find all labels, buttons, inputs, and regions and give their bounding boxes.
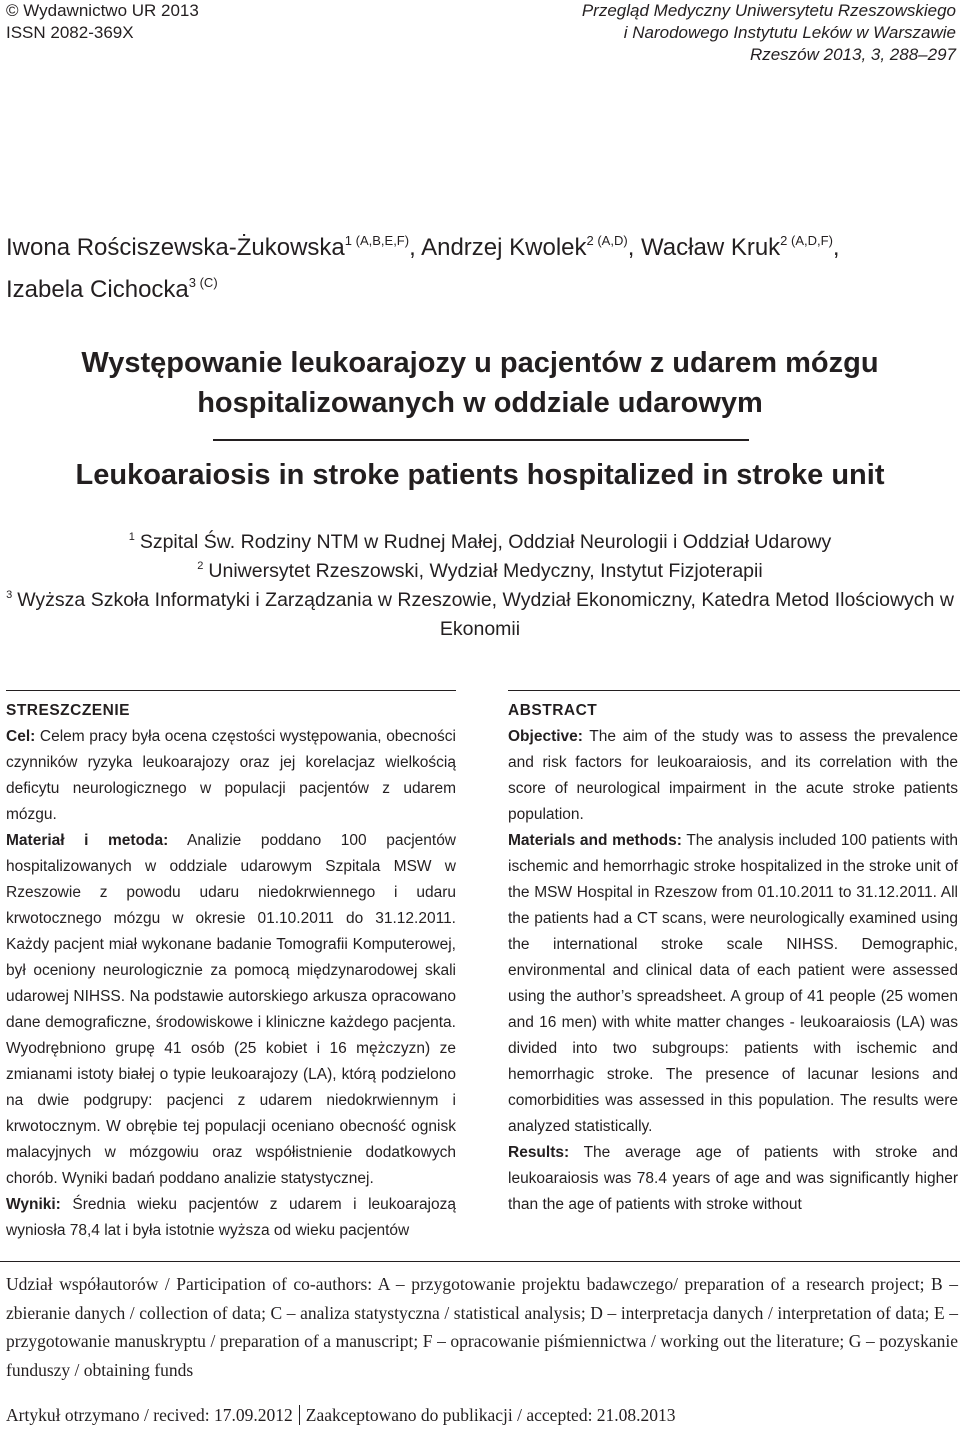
paragraph-label: Objective: bbox=[508, 728, 583, 745]
paragraph-text: The average age of patients with stroke and leukoaraiosis was 78.4 years of age and was significantly higher than the age of patients with stroke without bbox=[508, 1144, 958, 1213]
paragraph-text: The analysis included 100 patients with ischemic and hemorrhagic stroke hospitalized in the stroke unit of the MSW Hospital in Rzeszow from 01.10.2011 to 31.12.2011. All the patients had a CT scans, were neurologically examined using the international stroke scale NIHSS. Demographic, environmental and clinical data of each patient were assessed using the author’s spreadsheet. A group of 41 people (25 women and 16 men) with white matter changes - leukoaraiosis (LA) was divided into two subgroups: patients with ischemic and hemorrhagic stroke. The presence of lacunar lesions and comorbidities was assessed in this population. The results were analyzed statistically. bbox=[508, 832, 959, 1135]
paragraph-label: Materiał i metoda: bbox=[6, 832, 169, 849]
streszczenie-top-rule bbox=[6, 690, 456, 691]
affiliation-number: 3 bbox=[6, 589, 13, 601]
journal-name-line-2: i Narodowego Instytutu Leków w Warszawie bbox=[623, 23, 956, 42]
copyright-line: © Wydawnictwo UR 2013 bbox=[6, 1, 199, 20]
paragraph-text: The aim of the study was to assess the prevalence and risk factors for leukoaraiosis, and its correlation with the score of neurological impairment in the acute stroke patients population. bbox=[508, 728, 958, 823]
streszczenie-paragraph bbox=[6, 828, 456, 1192]
author-affiliation-marker: 2 (A,D,F) bbox=[780, 233, 833, 248]
abstract-column bbox=[508, 698, 958, 1218]
paragraph-text: Celem pracy była ocena częstości występowania, obecności czynników ryzyka leukoarajozy oraz jej korelacjaz wielkością deficytu neurologicznego w populacji pacjentów z udarem mózgu. bbox=[6, 728, 456, 823]
paragraph-text: Średnia wieku pacjentów z udarem i leukoarajozą wyniosła 78,4 lat i była istotnie wyższa od wieku pacjentów bbox=[6, 1196, 456, 1239]
abstract-paragraph bbox=[508, 724, 958, 828]
journal-name-line-1: Przegląd Medyczny Uniwersytetu Rzeszowskiego bbox=[581, 1, 956, 20]
abstract-heading: ABSTRACT bbox=[508, 702, 598, 719]
abstract-paragraph bbox=[508, 828, 958, 1140]
affiliation-text: Wyższa Szkoła Informatyki i Zarządzania w Rzeszowie, Wydział Ekonomiczny, Katedra Metod Ilościowych w Ekonomii bbox=[17, 589, 954, 640]
article-title-polish bbox=[0, 343, 960, 423]
author-affiliation-marker: 3 (C) bbox=[188, 275, 218, 290]
author-separator: , bbox=[409, 234, 422, 261]
submission-dates bbox=[6, 1403, 676, 1427]
affiliation-text: Uniwersytet Rzeszowski, Wydział Medyczny, Instytut Fizjoterapii bbox=[208, 560, 763, 582]
streszczenie-paragraph bbox=[6, 1192, 456, 1244]
abstract-paragraph bbox=[508, 1140, 958, 1218]
title-pl-line-1: Występowanie leukoarajozy u pacjentów z udarem mózgu bbox=[81, 347, 879, 379]
title-pl-line-2: hospitalizowanych w oddziale udarowym bbox=[197, 387, 763, 419]
author-name: Iwona Rościszewska-Żukowska bbox=[6, 234, 345, 261]
paragraph-text: Analizie poddano 100 pacjentów hospitalizowanych w oddziale udarowym Szpitala MSW w Rzeszowie z powodu udaru niedokrwiennego i udaru krwotocznego mózgu w okresie 01.10.2011 do 31.12.2011. Każdy pacjent miał wykonane badanie Tomografii Komputerowej, był oceniony neurologicznie za pomocą międzynarodowej skali udarowej NIHSS. Na podstawie autorskiego arkusza opracowano dane demograficzne, środowiskowe i kliniczne każdego pacjenta. Wyodrębniono grupę 41 osób (25 kobiet i 16 mężczyzn) ze zmianami istoty białej o typie leukoarajozy (LA), którą podzielono na dwie podgrupy: pacjenci z udarem niedokrwiennym i krwotocznym. W obrębie tej populacji oceniano obecność ognisk malacyjnych w mózgowiu oraz współistnienie dodatkowych chorób. Wyniki badań poddano analizie statystycznej. bbox=[6, 832, 457, 1187]
accepted-date: Zaakceptowano do publikacji / accepted: 21.08.2013 bbox=[305, 1405, 676, 1425]
affiliation-2 bbox=[0, 557, 960, 586]
paragraph-label: Wyniki: bbox=[6, 1196, 61, 1213]
issn-line: ISSN 2082-369X bbox=[6, 23, 134, 42]
received-date: Artykuł otrzymano / recived: 17.09.2012 bbox=[6, 1405, 293, 1425]
affiliation-number: 1 bbox=[128, 531, 135, 543]
paragraph-label: Results: bbox=[508, 1144, 570, 1161]
date-separator bbox=[299, 1405, 300, 1425]
footer-divider bbox=[0, 1261, 960, 1262]
affiliation-3 bbox=[0, 586, 960, 644]
paragraph-label: Materials and methods: bbox=[508, 832, 682, 849]
author-separator: , bbox=[627, 234, 642, 261]
author-list bbox=[6, 227, 946, 311]
streszczenie-paragraph bbox=[6, 724, 456, 828]
author-name: Wacław Kruk bbox=[641, 234, 781, 261]
journal-issue-line: Rzeszów 2013, 3, 288–297 bbox=[749, 45, 956, 64]
author-name: Izabela Cichocka bbox=[6, 276, 189, 303]
affiliation-1 bbox=[0, 528, 960, 557]
journal-publisher-block bbox=[6, 0, 199, 44]
paragraph-label: Cel: bbox=[6, 728, 36, 745]
streszczenie-heading: STRESZCZENIE bbox=[6, 702, 130, 719]
article-title-english: Leukoaraiosis in stroke patients hospitalized in stroke unit bbox=[75, 459, 885, 491]
author-separator: , bbox=[832, 234, 840, 261]
author-affiliation-marker: 2 (A,D) bbox=[586, 233, 628, 248]
abstract-top-rule bbox=[508, 690, 960, 691]
streszczenie-column bbox=[6, 698, 456, 1244]
coauthor-contribution-note: Udział współautorów / Participation of co-authors: A – przygotowanie projektu badawczego/ preparation of a research project; B – zbieranie danych / collection of data; C – analiza statystyczna / statistical analysis; D – interpretacja danych / interpretation of data; E – przygotowanie manuskryptu / preparation of a manuscript; F – opracowanie piśmiennictwa / working out the literature; G – pozyskanie funduszy / obtaining funds bbox=[6, 1274, 958, 1380]
affiliation-number: 2 bbox=[197, 560, 204, 572]
author-affiliation-marker: 1 (A,B,E,F) bbox=[344, 233, 410, 248]
title-divider bbox=[213, 439, 749, 441]
affiliations bbox=[0, 528, 960, 644]
author-name: Andrzej Kwolek bbox=[421, 234, 587, 261]
affiliation-text: Szpital Św. Rodziny NTM w Rudnej Małej, Oddział Neurologii i Oddział Udarowy bbox=[139, 531, 832, 553]
journal-citation-block bbox=[582, 0, 956, 66]
